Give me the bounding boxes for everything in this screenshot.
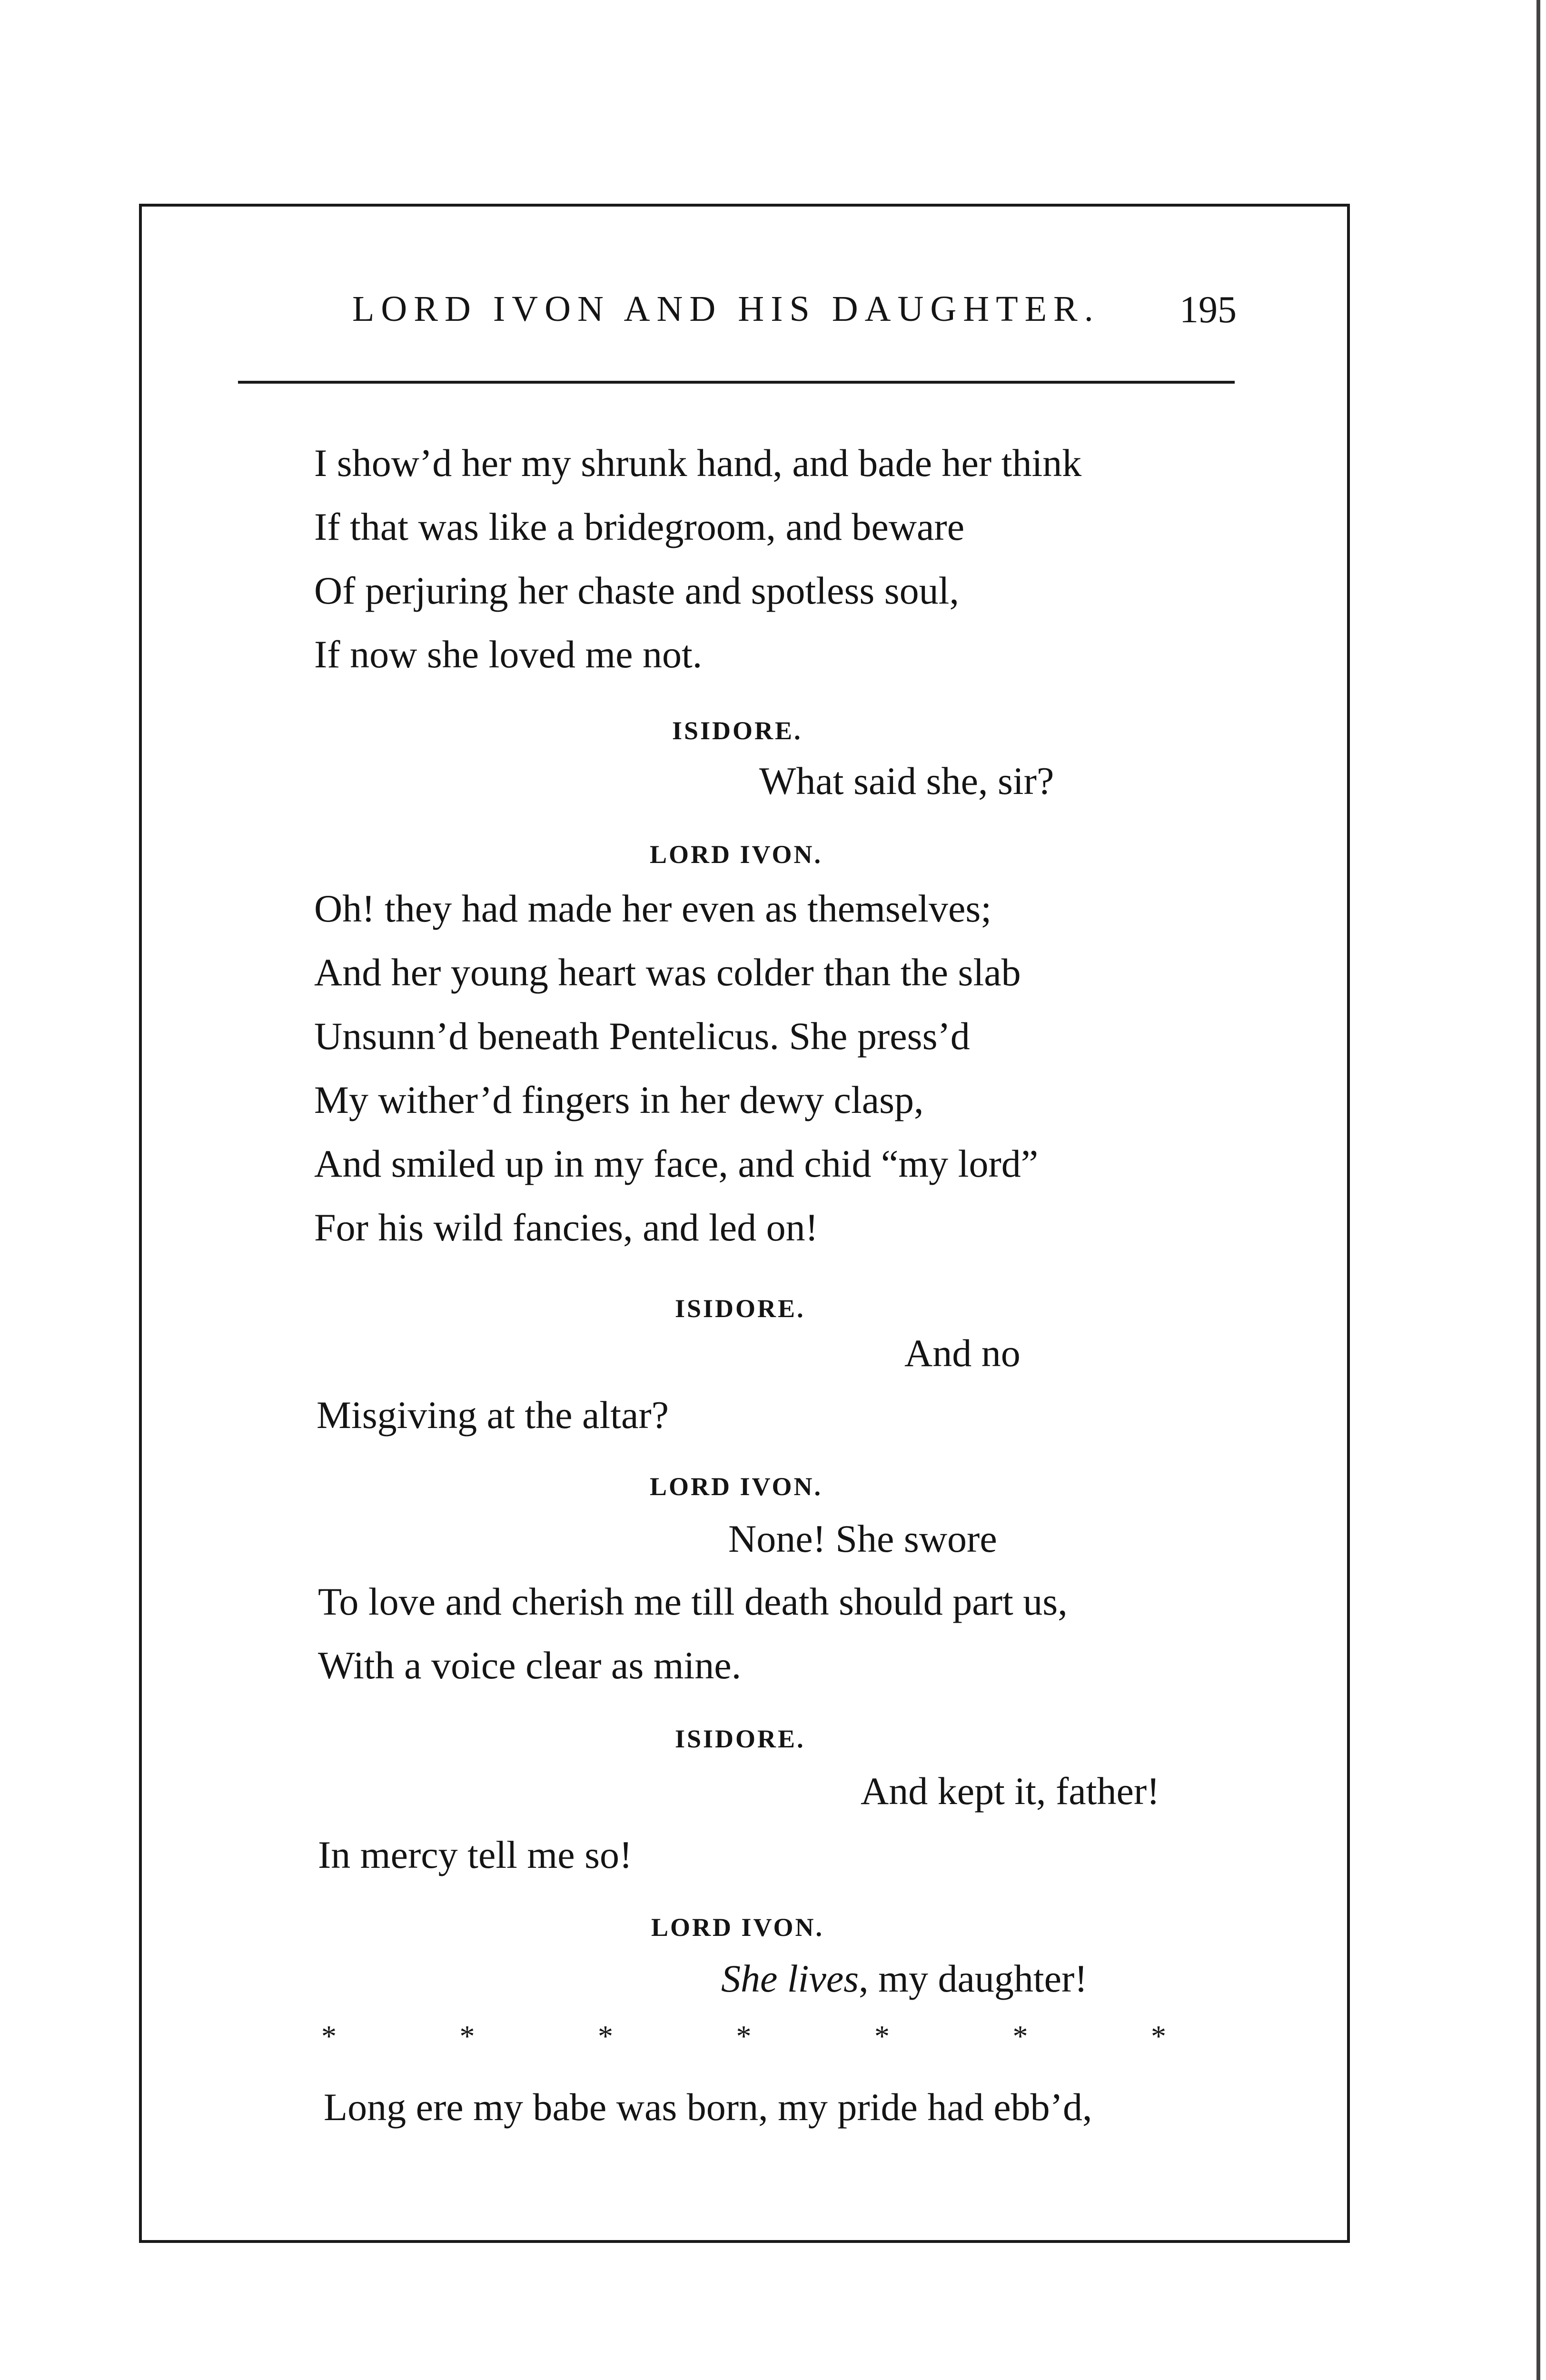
asterisk: * <box>598 2019 613 2053</box>
verse-line: If now she loved me not. <box>314 633 703 676</box>
section-break-asterisks <box>321 2021 1166 2052</box>
verse-line: What said she, sir? <box>759 759 1054 803</box>
verse-line: For his wild fancies, and led on! <box>314 1206 818 1249</box>
verse-line: I show’d her my shrunk hand, and bade her think <box>314 441 1082 485</box>
verse-line: And kept it, father! <box>861 1769 1160 1813</box>
speaker-name: ISIDORE. <box>675 1725 805 1753</box>
header-rule <box>238 381 1235 384</box>
asterisk: * <box>874 2019 890 2053</box>
verse-text: , my daughter! <box>859 1957 1088 2000</box>
verse-line: And smiled up in my face, and chid “my lord” <box>314 1142 1039 1185</box>
verse-line: If that was like a bridegroom, and beware <box>314 505 965 548</box>
verse-line: With a voice clear as mine. <box>318 1644 742 1687</box>
verse-line: To love and cherish me till death should part us, <box>318 1580 1068 1623</box>
verse-line: Long ere my babe was born, my pride had ebb’d, <box>324 2085 1092 2129</box>
speaker-name: LORD IVON. <box>650 840 823 869</box>
speaker-name: LORD IVON. <box>651 1913 824 1942</box>
page-edge-shadow <box>1536 0 1540 2380</box>
asterisk: * <box>736 2019 752 2053</box>
verse-line: Of perjuring her chaste and spotless soul, <box>314 569 959 612</box>
running-title: LORD IVON AND HIS DAUGHTER. <box>352 289 1100 329</box>
verse-line: Misgiving at the altar? <box>317 1393 669 1437</box>
asterisk: * <box>459 2019 475 2053</box>
page-number: 195 <box>1179 289 1237 331</box>
speaker-name: ISIDORE. <box>672 716 803 745</box>
verse-line: My wither’d fingers in her dewy clasp, <box>314 1078 924 1121</box>
verse-line: And her young heart was colder than the slab <box>314 951 1021 994</box>
asterisk: * <box>1012 2019 1028 2053</box>
asterisk: * <box>1151 2019 1166 2053</box>
verse-line: In mercy tell me so! <box>318 1833 633 1876</box>
speaker-name: ISIDORE. <box>675 1294 805 1323</box>
speaker-name: LORD IVON. <box>650 1472 823 1501</box>
verse-line: And no <box>904 1331 1021 1375</box>
verse-line: Unsunn’d beneath Pentelicus. She press’d <box>314 1014 970 1058</box>
asterisk: * <box>321 2019 337 2053</box>
verse-line: None! She swore <box>728 1517 997 1560</box>
verse-line: Oh! they had made her even as themselves; <box>314 887 992 930</box>
verse-line <box>721 1959 1088 1998</box>
emphasis-text: She lives <box>721 1957 859 2000</box>
